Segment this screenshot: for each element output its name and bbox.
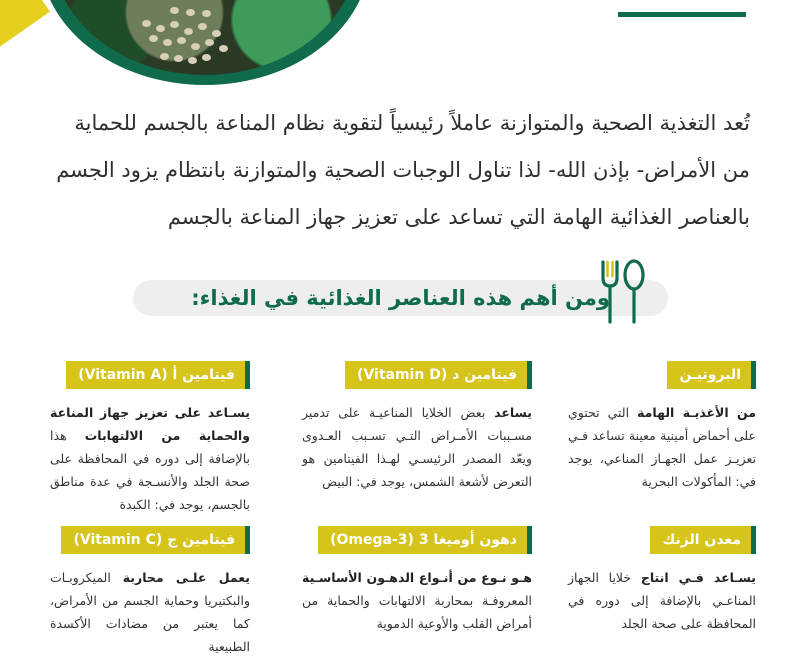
intro-line: من الأمراض- بإذن الله- لذا تناول الوجبات الصحية والمتوازنة بانتظام يزود الجسم xyxy=(56,158,750,182)
card-lead: يسـاعد فـي انتاج xyxy=(640,570,756,585)
intro-line: بالعناصر الغذائية الهامة التي تساعد على تعزيز جهاز المناعة بالجسم xyxy=(167,205,750,229)
nutrient-card-vitamin-c xyxy=(50,526,250,658)
fork-spoon-icon xyxy=(597,258,649,328)
card-lead: يسـاعد على تعزيز جهاز المناعة والحماية من الالتهابات xyxy=(50,405,250,443)
card-text: بعض الخلايا المناعيـة على تدمير مسـببات الأمـراض التـي تسـبب العـدوى ويعّد المصدر الرئيسـي لهـذا الفيتامين هو التعرض لأشعة الشمس، يوجد في: البيض xyxy=(302,405,532,489)
card-text: التي تحتوي على أحماض أمينية معينة تساعد فـي تعزيـز عمل الجهـاز المناعي، يوجد في: المأكولات البحرية xyxy=(568,405,756,489)
beans-image xyxy=(52,0,358,75)
card-title-badge: البروتيـن xyxy=(667,361,756,389)
card-lead: هـو نـوع من أنـواع الدهـون الأساسـية xyxy=(302,570,532,585)
card-title-badge: فيتامين ج (Vitamin C) xyxy=(61,526,250,554)
corner-stripe-decoration xyxy=(0,0,50,58)
card-description xyxy=(50,566,250,658)
nutrient-card-omega-3 xyxy=(302,526,532,635)
card-text: الميكروبـات والبكتيريا وحماية الجسم من الأمراض، كما يعتبر من مضادات الأكسدة الطبيعية xyxy=(50,570,250,654)
section-heading: ومن أهم هذه العناصر الغذائية في الغذاء: xyxy=(191,286,610,310)
card-description xyxy=(568,566,756,635)
card-description xyxy=(302,401,532,493)
card-title-badge: فيتامين أ (Vitamin A) xyxy=(66,361,250,389)
nutrient-card-vitamin-d xyxy=(302,361,532,493)
card-text: خلايا الجهاز المناعـي بالإضافة إلى دوره في المحافظة على صحة الجلد xyxy=(568,570,756,631)
nutrient-card-protein xyxy=(568,361,756,493)
card-lead: يساعد xyxy=(494,405,532,420)
card-title-badge: دهون أوميغا 3 (Omega-3) xyxy=(318,526,532,554)
card-description xyxy=(568,401,756,493)
card-text: هذا بالإضافة إلى دوره في المحافظة على صحة الجلد والأنسـجة في عدة مناطق بالجسم، يوجد في: الكبدة xyxy=(50,428,250,512)
intro-line: تُعد التغذية الصحية والمتوازنة عاملاً رئيسياً لتقوية نظام المناعة بالجسم للحماية xyxy=(74,111,750,135)
card-title-badge: فيتامين د (Vitamin D) xyxy=(345,361,532,389)
nutrient-card-vitamin-a xyxy=(50,361,250,516)
card-description xyxy=(302,566,532,635)
card-lead: يعمل علـى محاربة xyxy=(122,570,250,585)
nutrient-card-zinc xyxy=(568,526,756,635)
food-photo-circle xyxy=(40,0,370,85)
card-title-badge: معدن الزنك xyxy=(650,526,756,554)
card-text: المعروفـة بمحاربة الالتهابات والحماية من أمراض القلب والأوعية الدموية xyxy=(302,593,532,631)
card-description xyxy=(50,401,250,516)
intro-paragraph xyxy=(50,100,750,241)
card-lead: من الأغذيـة الهامة xyxy=(637,405,756,420)
header-accent-line xyxy=(618,12,746,17)
